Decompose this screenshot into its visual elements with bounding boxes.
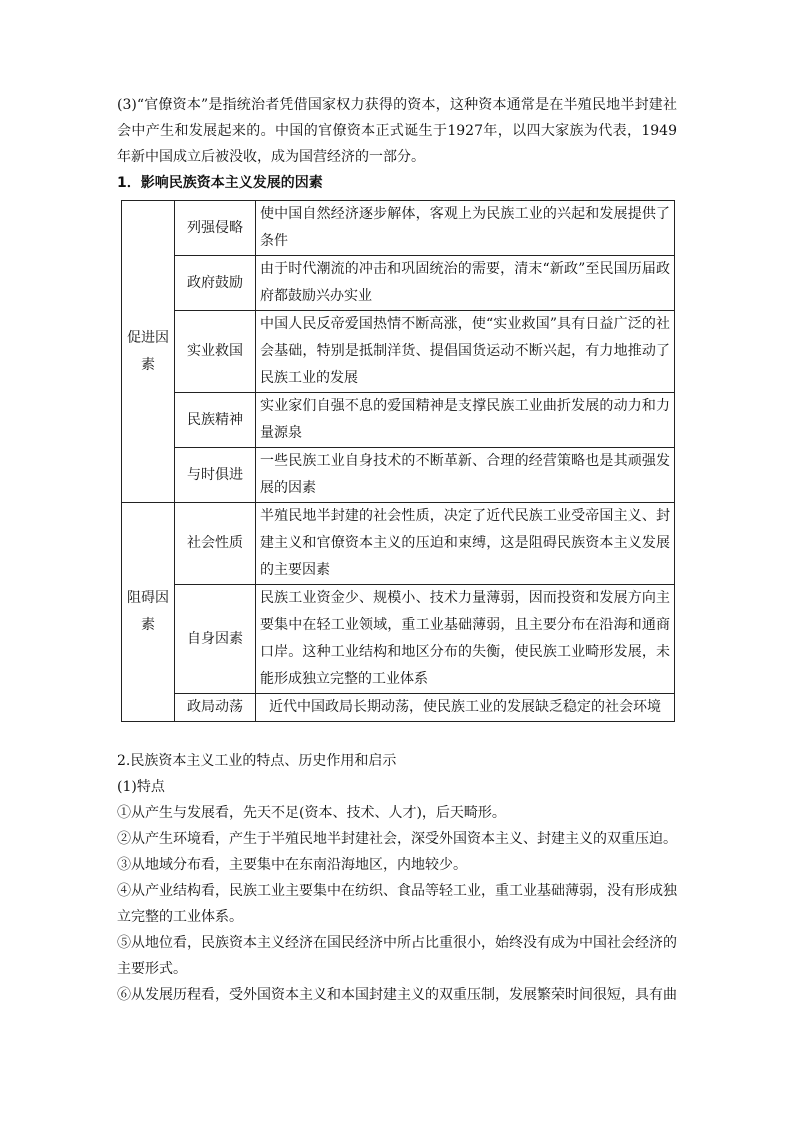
factor-name: 民族精神: [175, 393, 256, 448]
factor-description: 一些民族工业自身技术的不断革新、合理的经营策略也是其顽强发展的因素: [256, 448, 675, 503]
section-1-title: 1．影响民族资本主义发展的因素: [117, 175, 323, 191]
section-2-title: 2.民族资本主义工业的特点、历史作用和启示: [117, 753, 397, 769]
table-row: [122, 694, 675, 722]
table-row: [122, 503, 675, 585]
factor-description: 中国人民反帝爱国热情不断高涨，使“实业救国”具有日益广泛的社会基础，特别是抵制洋货、提倡国货运动不断兴起，有力地推动了民族工业的发展: [256, 311, 675, 393]
factor-description: 实业家们自强不息的爱国精神是支撑民族工业曲折发展的动力和力量源泉: [256, 393, 675, 448]
factors-table: [121, 200, 675, 722]
subsection-title: (1)特点: [117, 779, 165, 795]
factor-description: 半殖民地半封建的社会性质，决定了近代民族工业受帝国主义、封建主义和官僚资本主义的压迫和束缚，这是阻碍民族资本主义发展的主要因素: [256, 503, 675, 585]
factor-description: 使中国自然经济逐步解体，客观上为民族工业的兴起和发展提供了条件: [256, 201, 675, 256]
feature-item: ⑤从地位看，民族资本主义经济在国民经济中所占比重很小，始终没有成为中国社会经济的主要形式。: [117, 935, 677, 977]
table-row: [122, 448, 675, 503]
feature-item: ①从产生与发展看，先天不足(资本、技术、人才)，后天畸形。: [117, 805, 506, 821]
feature-item: ③从地域分布看，主要集中在东南沿海地区，内地较少。: [117, 857, 467, 873]
spacer: [117, 722, 677, 748]
table-row: [122, 311, 675, 393]
feature-item: ⑥从发展历程看，受外国资本主义和本国封建主义的双重压制，发展繁荣时间很短，具有曲: [117, 987, 677, 1003]
feature-item: ④从产业结构看，民族工业主要集中在纺织、食品等轻工业，重工业基础薄弱，没有形成独立完整的工业体系。: [117, 883, 677, 925]
table-row: [122, 201, 675, 256]
factor-description: 民族工业资金少、规模小、技术力量薄弱，因而投资和发展方向主要集中在轻工业领域，重工业基础薄弱，且主要分布在沿海和通商口岸。这种工业结构和地区分布的失衡，使民族工业畸形发展，未能形成独立完整的工业体系: [256, 585, 675, 694]
table-row: [122, 256, 675, 311]
document-page: [117, 92, 677, 1008]
hinder-group-label: 阻碍因素: [122, 503, 175, 722]
factor-description: 由于时代潮流的冲击和巩固统治的需要，清末“新政”至民国历届政府都鼓励兴办实业: [256, 256, 675, 311]
factor-name: 政府鼓励: [175, 256, 256, 311]
factor-name: 自身因素: [175, 585, 256, 694]
table-row: [122, 393, 675, 448]
factor-description: 近代中国政局长期动荡，使民族工业的发展缺乏稳定的社会环境: [256, 694, 675, 722]
factor-name: 列强侵略: [175, 201, 256, 256]
feature-item: ②从产生环境看，产生于半殖民地半封建社会，深受外国资本主义、封建主义的双重压迫。: [117, 831, 677, 847]
factor-name: 与时俱进: [175, 448, 256, 503]
table-row: [122, 585, 675, 694]
intro-note: (3)“官僚资本”是指统治者凭借国家权力获得的资本，这种资本通常是在半殖民地半封建社会中产生和发展起来的。中国的官僚资本正式诞生于1927年，以四大家族为代表，1949年新中国成立后被没收，成为国营经济的一部分。: [117, 97, 677, 165]
factor-name: 社会性质: [175, 503, 256, 585]
factor-name: 政局动荡: [175, 694, 256, 722]
promote-group-label: 促进因素: [122, 201, 175, 503]
factor-name: 实业救国: [175, 311, 256, 393]
